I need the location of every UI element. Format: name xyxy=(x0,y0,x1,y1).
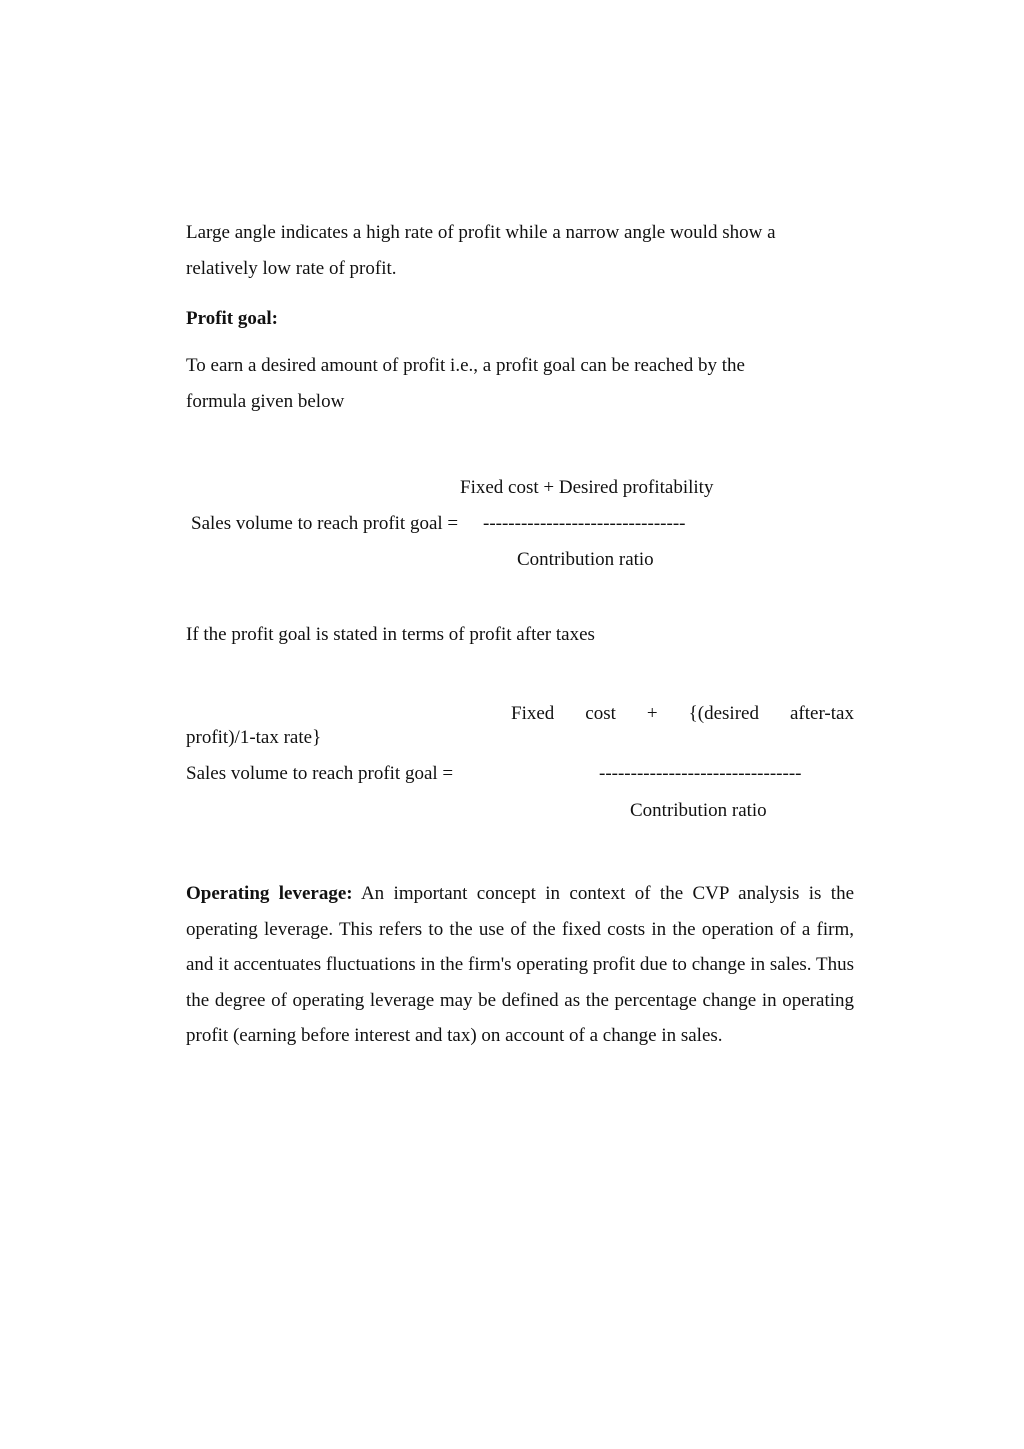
formula2-numerator-word-5: after-tax xyxy=(790,703,854,724)
formula1-divider: -------------------------------- xyxy=(483,513,686,534)
profit-goal-heading xyxy=(186,307,278,331)
intro-line-1: Large angle indicates a high rate of profit while a narrow angle would show a xyxy=(186,222,776,243)
formula2-numerator xyxy=(511,702,854,726)
formula1-denominator: Contribution ratio xyxy=(517,549,654,570)
operating-leverage-heading: Operating leverage: xyxy=(186,883,353,904)
profit-goal-heading-text: Profit goal: xyxy=(186,308,278,329)
formula2-numerator-cont: profit)/1-tax rate} xyxy=(186,727,322,748)
formula2-numerator-word-2: cost xyxy=(585,703,616,724)
profit-goal-para-line-1: To earn a desired amount of profit i.e., a profit goal can be reached by the xyxy=(186,355,745,376)
after-tax-intro: If the profit goal is stated in terms of profit after taxes xyxy=(186,624,595,645)
formula2-numerator-word-3: + xyxy=(646,703,658,724)
formula2-divider: -------------------------------- xyxy=(599,763,802,784)
formula2-numerator-word-4: {(desired xyxy=(688,703,759,724)
formula1-numerator: Fixed cost + Desired profitability xyxy=(460,477,714,498)
formula1-lhs: Sales volume to reach profit goal = xyxy=(191,513,459,534)
formula2-lhs: Sales volume to reach profit goal = xyxy=(186,763,454,784)
profit-goal-para-line-2: formula given below xyxy=(186,391,345,412)
formula2-denominator: Contribution ratio xyxy=(630,800,767,821)
intro-line-2: relatively low rate of profit. xyxy=(186,258,397,279)
operating-leverage-text: An important concept in context of the CVP analysis is the operating leverage. This refers to the use of the fixed costs in the operation of a firm, and it accentuates fluctuations in the firm's operating profit due to change in sales. Thus the degree of operating leverage may be defined as the percentage change in operating profit (earning before interest and tax) on account of a change in sales. xyxy=(186,883,854,1046)
formula2-numerator-word-1: Fixed xyxy=(511,703,555,724)
operating-leverage-paragraph xyxy=(186,876,854,1054)
